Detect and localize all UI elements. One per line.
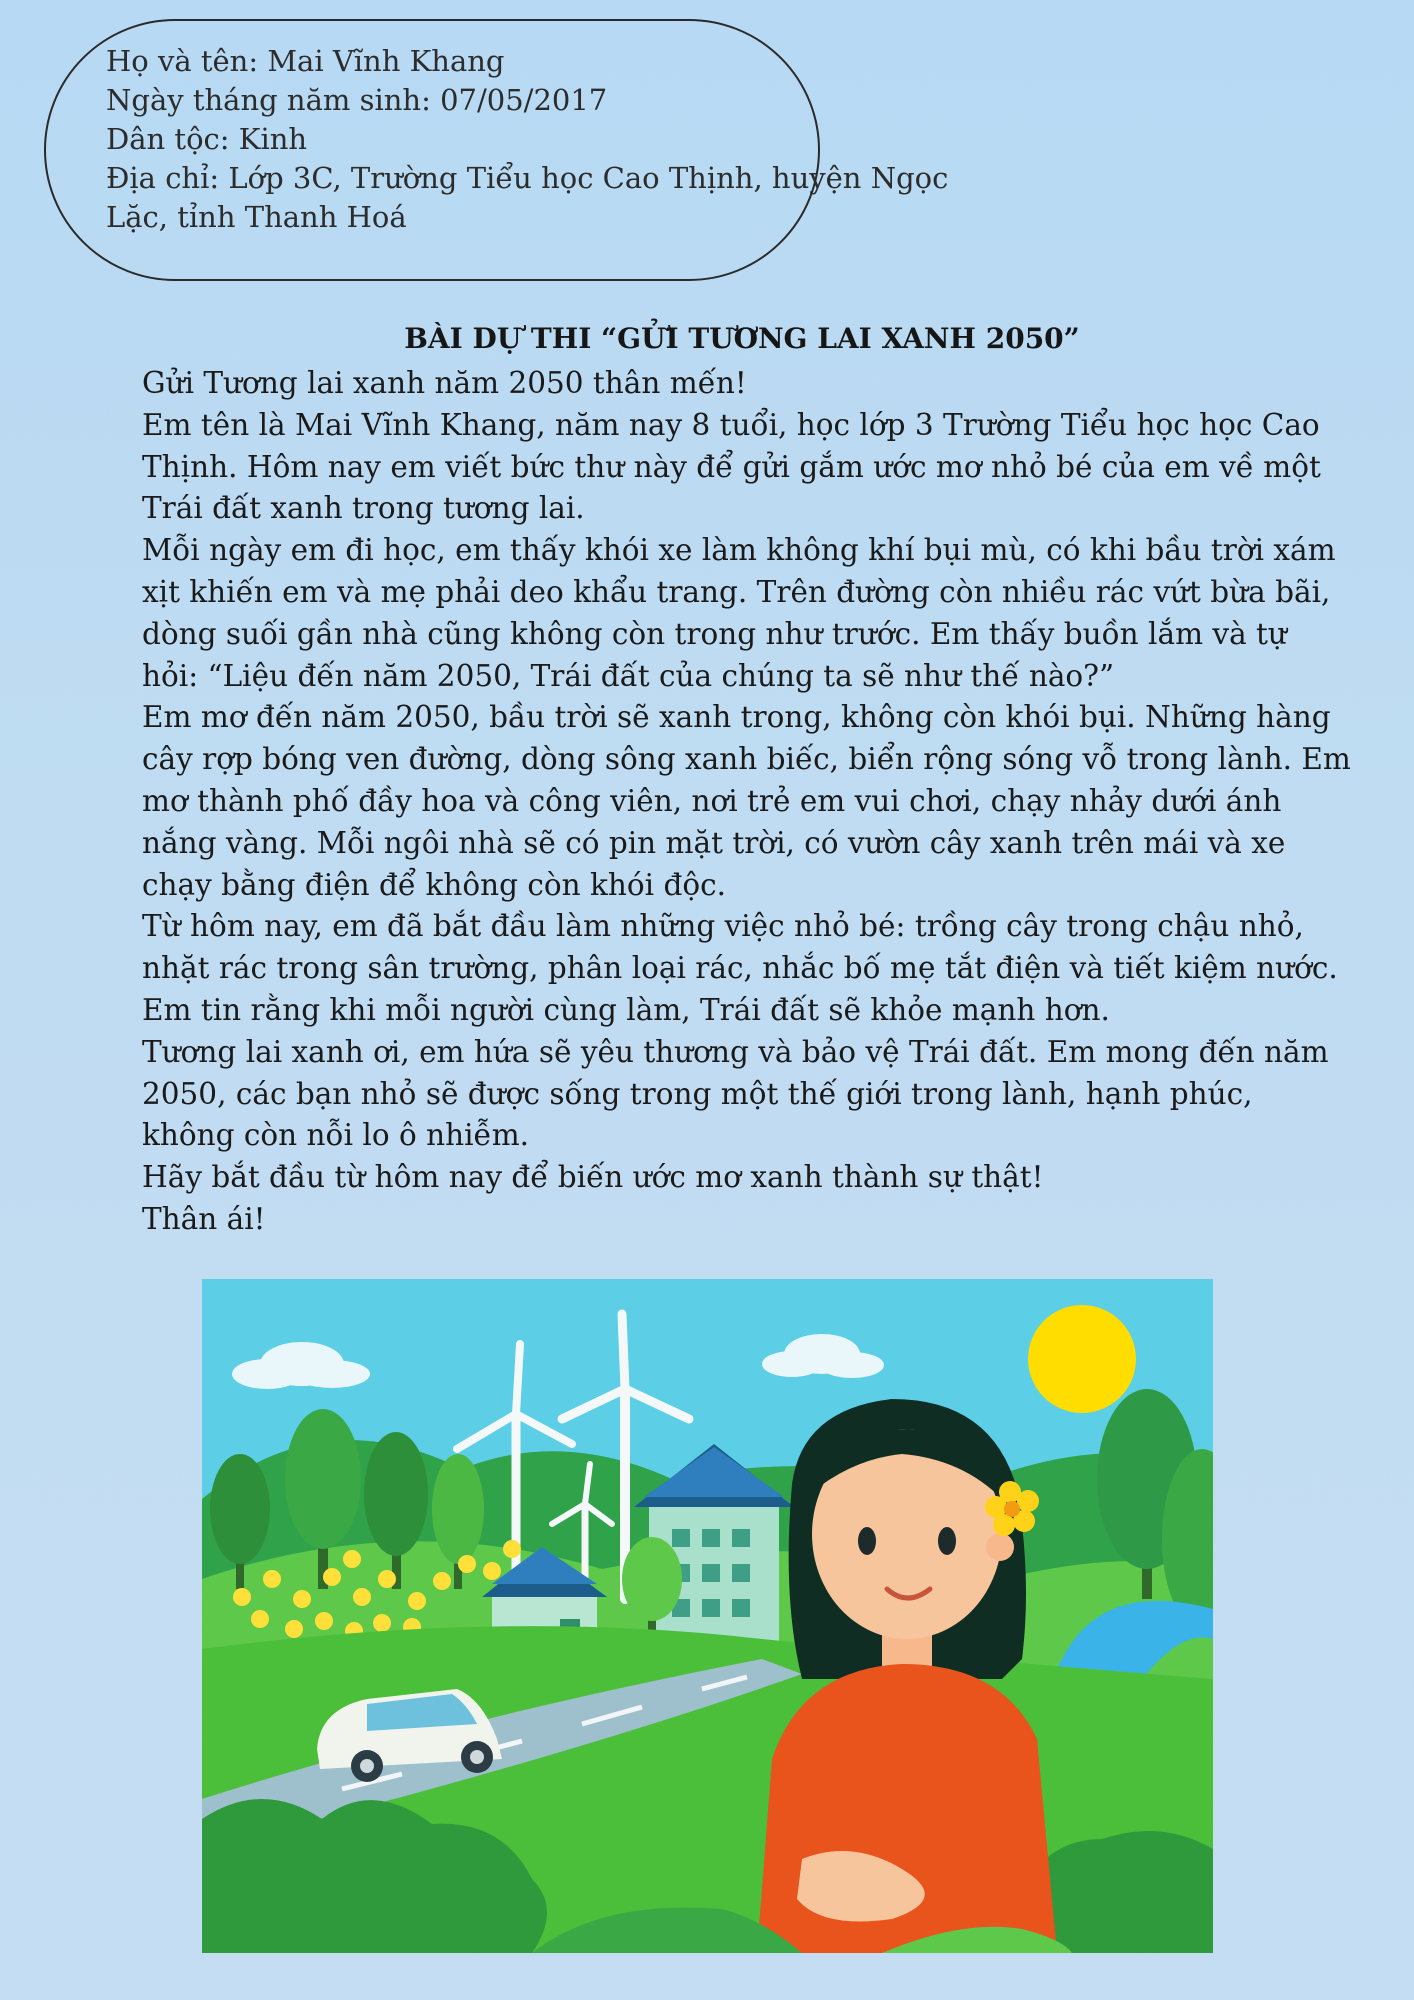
letter-paragraph-intro: Em tên là Mai Vĩnh Khang, năm nay 8 tuổi, học lớp 3 Trường Tiểu học học Cao Thịnh. Hôm nay em viết bức thư này để gửi gắm ước mơ nhỏ bé của em về một Trái đất xanh trong tương lai.	[142, 407, 1321, 526]
girl-ear	[986, 1533, 1014, 1561]
letter-paragraph-promise: Tương lai xanh ơi, em hứa sẽ yêu thương và bảo vệ Trái đất. Em mong đến năm 2050, các bạn nhỏ sẽ được sống trong một thế giới trong lành, hạnh phúc, không còn nỗi lo ô nhiễm.	[142, 1034, 1329, 1153]
letter-body	[142, 363, 1352, 1241]
info-name: Họ và tên: Mai Vĩnh Khang	[106, 44, 505, 78]
info-ethnicity: Dân tộc: Kinh	[106, 122, 308, 156]
sun-icon	[1028, 1305, 1136, 1413]
letter-paragraph-actions: Từ hôm nay, em đã bắt đầu làm những việc nhỏ bé: trồng cây trong chậu nhỏ, nhặt rác trong sân trường, phân loại rác, nhắc bố mẹ tắt điện và tiết kiệm nước. Em tin rằng khi mỗi người cùng làm, Trái đất sẽ khỏe mạnh hơn.	[142, 909, 1338, 1027]
student-info	[106, 42, 949, 237]
illustration-scene	[202, 1279, 1213, 1953]
letter-paragraph-dream: Em mơ đến năm 2050, bầu trời sẽ xanh trong, không còn khói bụi. Những hàng cây rợp bóng ven đường, dòng sông xanh biếc, biển rộng sóng vỗ trong lành. Em mơ thành phố đầy hoa và công viên, nơi trẻ em vui chơi, chạy nhảy dưới ánh nắng vàng. Mỗi ngôi nhà sẽ có pin mặt trời, có vườn cây xanh trên mái và xe chạy bằng điện để không còn khói độc.	[142, 700, 1351, 902]
info-address-line1: Địa chỉ: Lớp 3C, Trường Tiểu học Cao Thịnh, huyện Ngọc	[106, 161, 949, 195]
info-dob: Ngày tháng năm sinh: 07/05/2017	[106, 83, 608, 117]
letter-greeting: Gửi Tương lai xanh năm 2050 thân mến!	[142, 366, 747, 400]
letter-paragraph-problem: Mỗi ngày em đi học, em thấy khói xe làm không khí bụi mù, có khi bầu trời xám xịt khiến em và mẹ phải deo khẩu trang. Trên đường còn nhiều rác vứt bừa bãi, dòng suối gần nhà cũng không còn trong như trước. Em thấy buồn lắm và tự hỏi: “Liệu đến năm 2050, Trái đất của chúng ta sẽ như thế nào?”	[142, 533, 1336, 693]
girl-eye-left	[858, 1527, 876, 1555]
girl-eye-right	[938, 1527, 956, 1555]
letter-closing: Thân ái!	[142, 1201, 266, 1236]
green-future-illustration	[202, 1279, 1213, 1953]
letter-call-to-action: Hãy bắt đầu từ hôm nay để biến ước mơ xanh thành sự thật!	[142, 1160, 1044, 1195]
info-address-line2: Lặc, tỉnh Thanh Hoá	[106, 200, 407, 234]
letter-title: BÀI DỰ THI “GỬI TƯƠNG LAI XANH 2050”	[404, 322, 1080, 355]
